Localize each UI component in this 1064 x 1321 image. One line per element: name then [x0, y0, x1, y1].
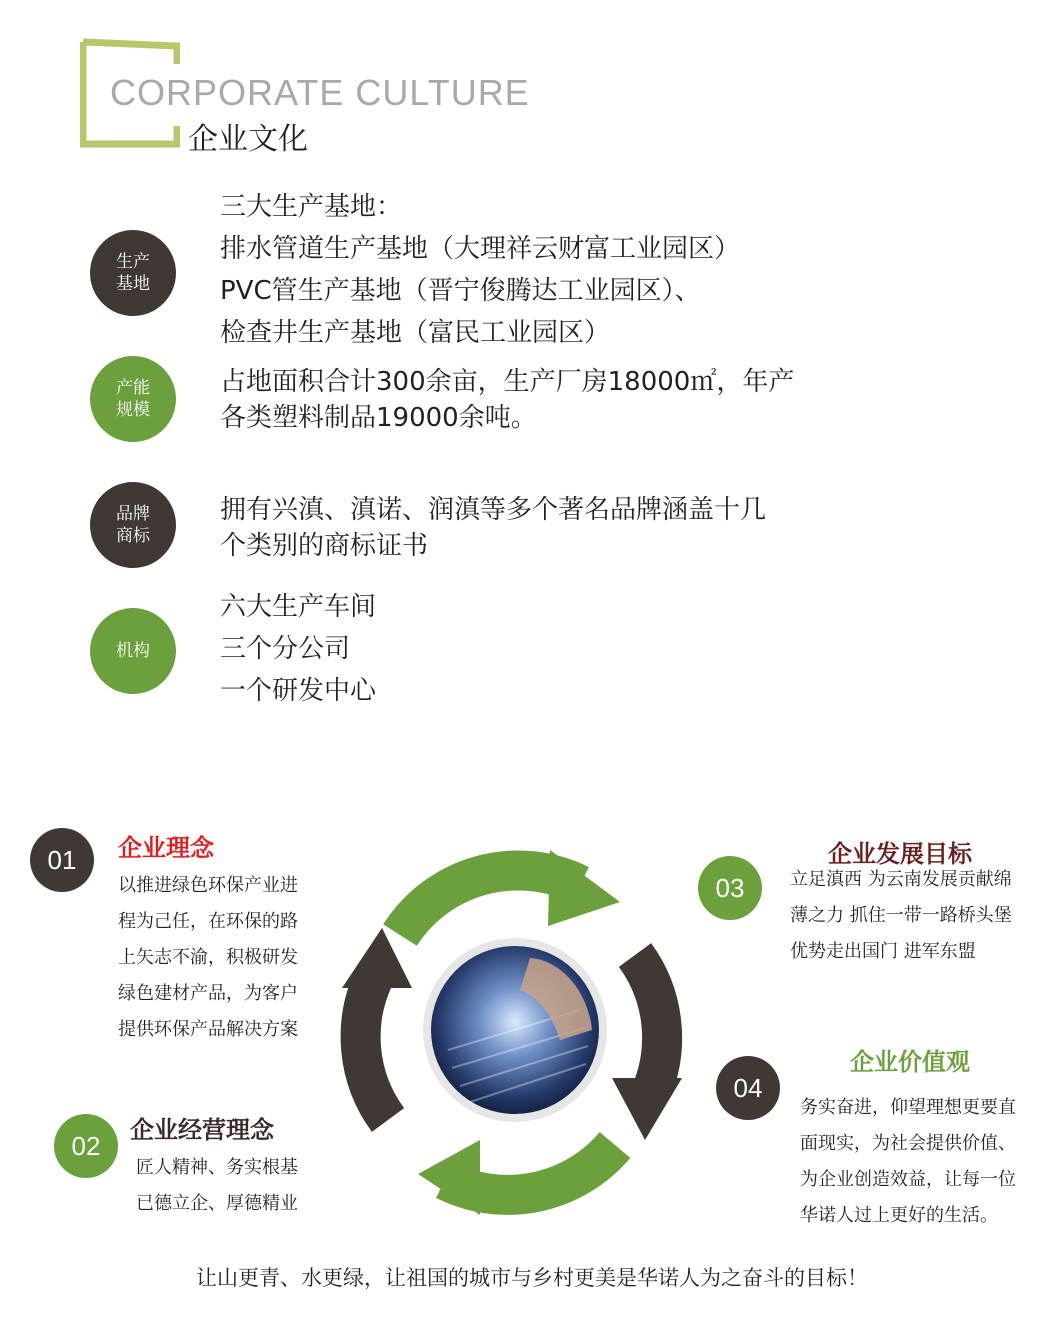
production-base-text: 三大生产基地： 排水管道生产基地（大理祥云财富工业园区） PVC管生产基地（晋宁俊腾达工业园区）、 检查井生产基地（富民工业园区）	[220, 192, 741, 348]
organization-text: 六大生产车间 三个分公司 一个研发中心	[220, 592, 377, 706]
section-02-badge: 02	[54, 1114, 118, 1178]
section-01-body: 以推进绿色环保产业进 程为己任，在环保的路 上矢志不渝，积极研发 绿色建材产品，为客户 提供环保产品解决方案	[118, 875, 298, 1040]
left-dark-arrow	[361, 975, 388, 1120]
section-04-title: 企业价值观	[850, 1048, 970, 1076]
section-03-badge: 03	[698, 856, 762, 920]
section-03-body: 立足滇西 为云南发展贡献绵 薄之力 抓住一带一路桥头堡 优势走出国门 进军东盟	[790, 869, 1012, 962]
cycle-diagram	[330, 840, 700, 1220]
right-dark-arrow	[635, 955, 662, 1090]
section-03-title: 企业发展目标	[828, 840, 972, 868]
bottom-green-arrowhead	[418, 1140, 480, 1215]
right-dark-arrowhead	[612, 1078, 682, 1140]
section-02-body: 匠人精神、务实根基 已德立企、厚德精业	[136, 1157, 298, 1214]
section-04-badge: 04	[716, 1056, 780, 1120]
section-01-badge: 01	[30, 828, 94, 892]
title-chinese: 企业文化	[188, 122, 308, 157]
production-base-badge: 生产 基地	[90, 230, 176, 316]
section-02-title: 企业经营理念	[130, 1116, 274, 1144]
capacity-scale-badge: 产能 规模	[90, 356, 176, 442]
title-english: CORPORATE CULTURE	[110, 72, 530, 113]
left-dark-arrowhead	[342, 928, 412, 988]
brand-trademark-badge: 品牌 商标	[90, 482, 176, 568]
top-green-arrowhead	[548, 850, 620, 926]
brand-trademark-text: 拥有兴滇、滇诺、润滇等多个著名品牌涵盖十几 个类别的商标证书	[220, 495, 767, 561]
slogan: 让山更青、水更绿，让祖国的城市与乡村更美是华诺人为之奋斗的目标！	[196, 1266, 868, 1290]
capacity-scale-text: 占地面积合计300余亩，生产厂房18000㎡，年产 各类塑料制品19000余吨。	[220, 367, 795, 433]
section-04-body: 务实奋进，仰望理想更要直 面现实，为社会提供价值、 为企业创造效益，让每一位 华诺人过上更好的生活。	[800, 1097, 1016, 1226]
section-01-title: 企业理念	[118, 834, 214, 862]
organization-badge: 机构	[90, 608, 176, 694]
